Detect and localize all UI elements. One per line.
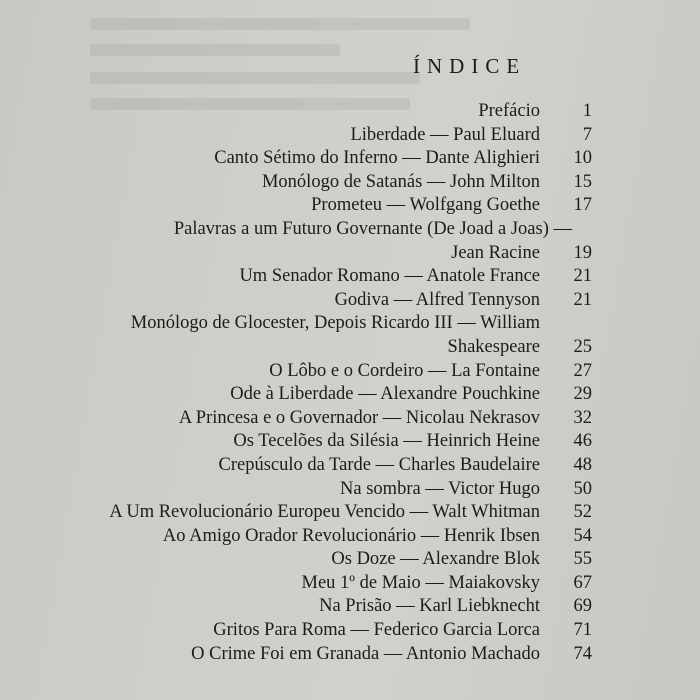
toc-entry-title: Prefácio: [478, 101, 540, 121]
toc-entry-title: Crepúsculo da Tarde — Charles Baudelaire: [218, 454, 540, 475]
toc-entry-title: Na Prisão — Karl Liebknecht: [319, 596, 540, 617]
toc-row: [0, 100, 700, 124]
toc-page-number: 15: [573, 171, 592, 192]
toc-row: [0, 124, 700, 148]
toc-page-number: 69: [573, 596, 592, 617]
toc-entry-title: Gritos Para Roma — Federico Garcia Lorca: [213, 620, 540, 641]
toc-row: [0, 643, 700, 667]
toc-page-number: 21: [573, 289, 592, 310]
toc-row: [0, 501, 700, 525]
toc-page-number: 32: [573, 407, 592, 428]
toc-row: [0, 336, 700, 360]
toc-entry-title: Prometeu — Wolfgang Goethe: [311, 195, 540, 216]
toc-row: [0, 595, 700, 619]
toc-page-number: 25: [573, 336, 592, 357]
toc-row: [0, 548, 700, 572]
toc-page-number: 17: [573, 195, 592, 216]
toc-row: [0, 242, 700, 266]
toc-page-number: 74: [573, 643, 592, 664]
toc-row: [0, 619, 700, 643]
toc-page-number: 55: [573, 549, 592, 570]
toc-page-number: 7: [582, 124, 592, 145]
toc-entry-title: Os Doze — Alexandre Blok: [331, 549, 540, 570]
toc-entry-title: Um Senador Romano — Anatole France: [239, 266, 540, 287]
toc-entry-title: Shakespeare: [447, 336, 540, 357]
toc-page-number: 21: [573, 266, 592, 287]
toc-row: [0, 383, 700, 407]
toc-page-number: 46: [573, 431, 592, 452]
toc-page-number: 67: [573, 572, 592, 593]
toc-entry-title: Canto Sétimo do Inferno — Dante Alighieri: [214, 148, 540, 169]
toc-entry-title: Ode à Liberdade — Alexandre Pouchkine: [230, 384, 540, 405]
toc-row: [0, 525, 700, 549]
toc-page-number: 1: [582, 101, 592, 121]
toc-page-number: 19: [573, 242, 592, 263]
toc-entry-title: Liberdade — Paul Eluard: [350, 124, 540, 145]
toc-entry-title: Na sombra — Victor Hugo: [340, 478, 540, 499]
toc-page-number: 27: [573, 360, 592, 381]
table-of-contents: [0, 100, 700, 666]
toc-page-number: 29: [573, 384, 592, 405]
toc-page-number: 52: [573, 502, 592, 523]
toc-row: [0, 312, 700, 336]
toc-entry-title: Monólogo de Satanás — John Milton: [261, 171, 540, 192]
toc-page-number: 54: [573, 525, 592, 546]
toc-row: [0, 289, 700, 313]
toc-entry-title: Palavras a um Futuro Governante (De Joad a Joas) —: [173, 218, 572, 239]
toc-row: [0, 430, 700, 454]
toc-page-number: 50: [573, 478, 592, 499]
toc-entry-title: Godiva — Alfred Tennyson: [334, 289, 540, 310]
toc-entry-title: A Um Revolucionário Europeu Vencido — Walt Whitman: [109, 502, 540, 523]
toc-row: [0, 407, 700, 431]
toc-row: [0, 147, 700, 171]
page-title: ÍNDICE: [413, 54, 527, 78]
toc-row: [0, 478, 700, 502]
toc-row: [0, 360, 700, 384]
toc-entry-title: O Lôbo e o Cordeiro — La Fontaine: [269, 360, 540, 381]
toc-entry-title: O Crime Foi em Granada — Antonio Machado: [191, 643, 540, 664]
toc-row: [0, 218, 700, 242]
toc-row: [0, 171, 700, 195]
toc-entry-title: Os Tecelões da Silésia — Heinrich Heine: [233, 431, 540, 452]
toc-row: [0, 265, 700, 289]
toc-row: [0, 454, 700, 478]
toc-entry-title: Meu 1º de Maio — Maiakovsky: [301, 572, 540, 593]
toc-page-number: 10: [573, 148, 592, 169]
toc-entry-title: Jean Racine: [451, 242, 540, 263]
toc-entry-title: Ao Amigo Orador Revolucionário — Henrik Ibsen: [162, 525, 540, 546]
toc-entry-title: A Princesa e o Governador — Nicolau Nekrasov: [178, 407, 540, 428]
toc-row: [0, 572, 700, 596]
toc-entry-title: Monólogo de Glocester, Depois Ricardo III — William: [130, 313, 540, 334]
toc-row: [0, 194, 700, 218]
toc-page-number: 71: [573, 620, 592, 641]
toc-page-number: 48: [573, 454, 592, 475]
